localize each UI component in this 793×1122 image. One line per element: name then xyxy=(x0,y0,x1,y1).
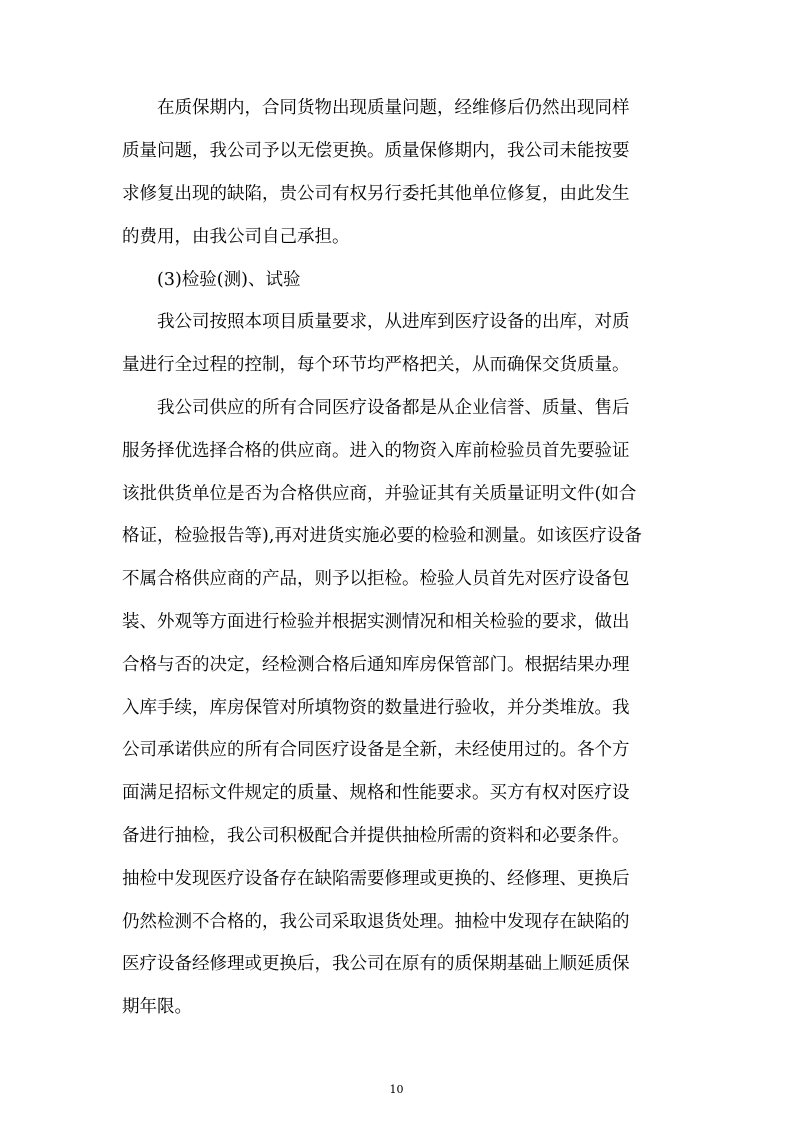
line-text: 装、外观等方面进行检验并根据实测情况和相关检验的要求，做出 xyxy=(122,612,630,632)
text-line xyxy=(0,516,793,556)
line-text: 我公司按照本项目质量要求，从进库到医疗设备的出库，对质 xyxy=(157,312,630,332)
text-line xyxy=(0,474,793,514)
line-text: 医疗设备经修理或更换后，我公司在原有的质保期基础上顺延质保 xyxy=(122,954,630,974)
text-line xyxy=(0,816,793,856)
line-text: 我公司供应的所有合同医疗设备都是从企业信誉、质量、售后 xyxy=(157,398,630,418)
line-text: 量进行全过程的控制，每个环节均严格把关，从而确保交货质量。 xyxy=(122,355,630,375)
line-text: 期年限。 xyxy=(122,997,192,1017)
line-text: 入库手续，库房保管对所填物资的数量进行验收，并分类堆放。我 xyxy=(122,698,630,718)
line-text: 面满足招标文件规定的质量、规格和性能要求。买方有权对医疗设 xyxy=(122,783,630,803)
section-heading xyxy=(0,260,793,300)
text-line xyxy=(0,688,793,728)
line-text: 的费用，由我公司自己承担。 xyxy=(122,227,350,247)
line-text: 在质保期内，合同货物出现质量问题，经维修后仍然出现同样 xyxy=(157,98,630,118)
line-text: 不属合格供应商的产品，则予以拒检。检验人员首先对医疗设备包 xyxy=(122,569,630,589)
line-text: 求修复出现的缺陷，贵公司有权另行委托其他单位修复，由此发生 xyxy=(122,184,630,204)
text-line xyxy=(0,602,793,642)
page-number: 10 xyxy=(389,1083,404,1096)
line-text: 备进行抽检，我公司积极配合并提供抽检所需的资料和必要条件。 xyxy=(122,826,630,846)
text-line xyxy=(0,388,793,428)
line-text: 合格与否的决定，经检测合格后通知库房保管部门。根据结果办理 xyxy=(122,655,630,675)
text-line xyxy=(0,730,793,770)
text-line xyxy=(0,217,793,257)
text-line xyxy=(0,345,793,385)
section-heading-text: (3)检验(测)、试验 xyxy=(157,270,301,290)
text-line xyxy=(0,773,793,813)
text-line xyxy=(0,302,793,342)
line-text: 格证，检验报告等),再对进货实施必要的检验和测量。如该医疗设备 xyxy=(122,526,642,546)
text-line xyxy=(0,131,793,171)
line-text: 公司承诺供应的所有合同医疗设备是全新，未经使用过的。各个方 xyxy=(122,740,630,760)
line-text: 抽检中发现医疗设备存在缺陷需要修理或更换的、经修理、更换后 xyxy=(122,869,630,889)
line-text: 仍然检测不合格的，我公司采取退货处理。抽检中发现存在缺陷的 xyxy=(122,912,630,932)
text-line xyxy=(0,859,793,899)
text-line xyxy=(0,902,793,942)
text-line xyxy=(0,645,793,685)
text-line xyxy=(0,559,793,599)
text-line xyxy=(0,431,793,471)
text-line xyxy=(0,987,793,1027)
text-line xyxy=(0,88,793,128)
line-text: 服务择优选择合格的供应商。进入的物资入库前检验员首先要验证 xyxy=(122,441,630,461)
line-text: 质量问题，我公司予以无偿更换。质量保修期内，我公司未能按要 xyxy=(122,141,630,161)
text-line xyxy=(0,174,793,214)
line-text: 该批供货单位是否为合格供应商，并验证其有关质量证明文件(如合 xyxy=(122,484,637,504)
text-line xyxy=(0,944,793,984)
